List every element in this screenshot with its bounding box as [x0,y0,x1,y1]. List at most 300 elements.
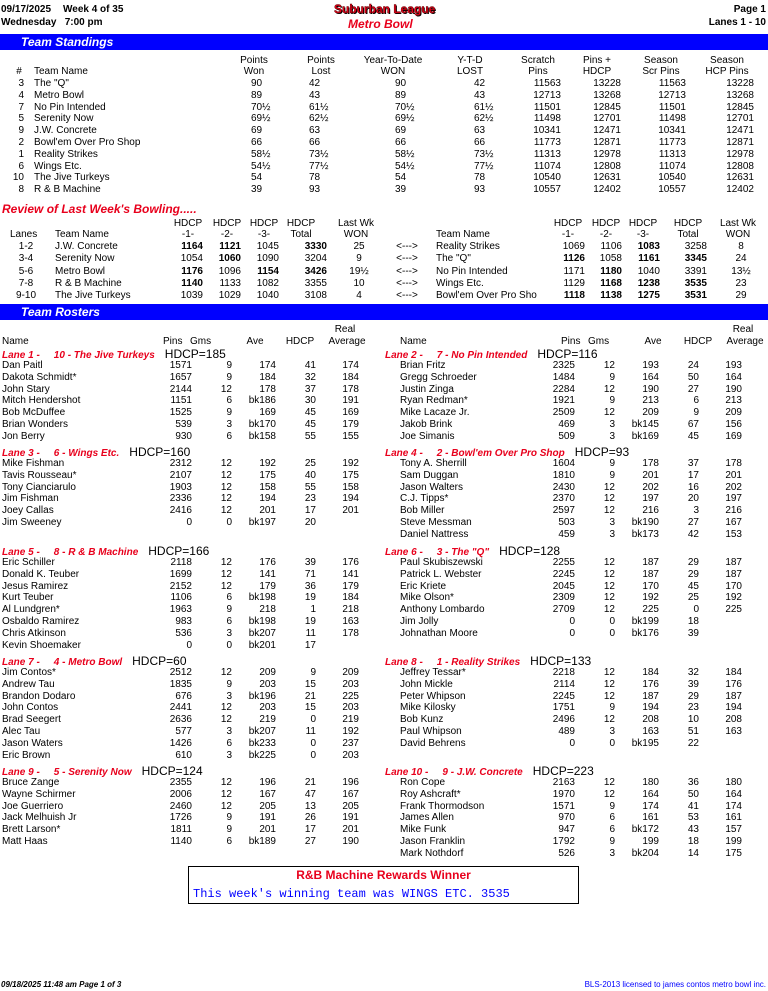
bowler-average: 194 [642,702,659,714]
standings-cell: 12808 [726,160,754,172]
team-hdcp: HDCP=93 [574,445,630,459]
bowler-real-average: 197 [725,493,742,505]
standings-header: HCP Pins [705,66,749,77]
game-score: 1168 [600,277,622,289]
bowler-real-average: 237 [342,737,359,749]
bowler-name: Jim Contos* [2,667,56,678]
roster-header: Ave [246,336,264,347]
game-score: 1238 [637,277,660,289]
team-name: J.W. Concrete [55,241,118,252]
bowler-games: 12 [220,469,232,481]
bowler-real-average: 203 [342,678,359,690]
game-score: 1154 [257,265,279,277]
bowler-average: 197 [642,493,659,505]
bowler-average: 187 [642,557,659,568]
team-name: The "Q" [34,78,69,89]
bowler-average: 174 [259,360,276,371]
bowler-name: David Behrens [400,737,466,749]
bowler-average: 213 [642,395,659,407]
bowler-pins: 2460 [169,800,192,812]
bowler-pins: 2245 [552,690,575,702]
review-header: -2- [599,229,613,240]
bowler-real-average: 178 [342,627,359,639]
standings-header: # [16,66,22,77]
bowler-pins: 1811 [170,824,192,836]
team-hdcp: HDCP=223 [532,764,594,778]
standings-cell: 11313 [533,148,561,160]
bowler-hdcp: 9 [310,667,316,678]
bowler-games: 12 [603,557,615,568]
team-name: R & B Machine [34,184,101,196]
team-name: Bowl'em Over Pro Shop [34,137,141,148]
lane-label: Lane 9 - [2,767,40,778]
game-score: 3108 [304,290,327,302]
bowler-average: 201 [259,824,276,836]
bowler-name: Brian Fritz [400,360,446,371]
bowler-real-average: 208 [725,714,742,726]
bowler-pins: 2509 [552,407,575,419]
lane-label: Lane 3 - [2,448,40,459]
bowler-real-average: 205 [342,800,359,812]
review-header: Total [677,229,699,240]
bowler-name: Jim Jolly [400,616,439,627]
bowler-average: 209 [259,667,276,678]
standings-cell: 13228 [726,78,754,89]
bowler-games: 12 [220,568,232,580]
standings-cell: 12471 [593,125,621,137]
bowler-games: 6 [226,592,232,604]
standings-cell: 66 [474,137,486,148]
bowler-name: Jim Sweeney [2,517,62,528]
game-score: 1180 [600,265,622,277]
standings-cell: 11074 [658,160,686,172]
bowler-real-average: 158 [342,481,359,493]
bowler-pins: 2255 [552,557,575,568]
bowler-hdcp: 0 [310,749,316,761]
won-points: 19½ [349,265,369,277]
standings-cell: 78 [309,172,321,184]
bowler-hdcp: 45 [687,430,699,442]
standings-cell: 12402 [726,184,754,196]
bowler-name: Joe Simanis [400,430,455,442]
bowler-games: 9 [226,604,232,616]
bowler-average: bk195 [631,737,659,749]
standings-cell: 69 [251,125,263,137]
bowler-games: 12 [220,800,232,812]
bowler-name: Chris Atkinson [2,627,66,639]
bowler-hdcp: 15 [304,678,316,690]
bowler-pins: 2416 [169,505,192,517]
lane-label: Lane 6 - [385,547,423,558]
bowler-hdcp: 55 [304,430,316,442]
bowler-real-average: 219 [342,714,359,726]
bowler-games: 12 [603,360,615,371]
bowler-hdcp: 14 [687,847,699,859]
bowler-games: 12 [603,777,615,788]
roster-header: Ave [644,336,662,347]
review-header: Last Wk [719,218,757,229]
roster-header: Gms [588,336,610,347]
bowler-real-average: 201 [342,824,359,836]
standings-cell: 77½ [474,160,494,172]
bowler-name: Joe Guerriero [2,800,64,812]
roster-header: Average [328,336,366,347]
bowler-average: 218 [259,604,276,616]
bowler-pins: 1525 [169,407,192,419]
bowler-games: 12 [603,383,615,395]
game-score: 1133 [219,277,241,289]
bowler-average: bk204 [631,847,659,859]
bowler-pins: 2006 [169,788,192,800]
bowler-pins: 2441 [169,702,192,714]
page-number: Page 1 [733,4,766,15]
bowler-real-average: 192 [725,592,742,604]
bowler-games: 6 [226,836,232,847]
game-score: 1083 [637,241,660,252]
bowler-games: 9 [226,812,232,824]
bowler-pins: 2144 [169,383,192,395]
standings-cell: 10341 [533,125,561,137]
standings-cell: 89 [251,89,263,101]
review-header: HDCP [173,218,203,229]
bowler-real-average: 225 [342,690,359,702]
bowler-real-average: 163 [342,616,359,627]
standings-cell: 93 [309,184,321,196]
bowler-hdcp: 29 [687,690,699,702]
game-score: 1129 [563,277,585,289]
bowler-name: Dakota Schmidt* [2,371,77,383]
team-hdcp: HDCP=133 [530,654,592,668]
versus-arrow: <---> [396,253,418,265]
bowler-hdcp: 11 [305,627,316,639]
bowler-games: 9 [609,702,615,714]
bowler-average: 176 [259,557,276,568]
bowler-pins: 2107 [169,469,192,481]
game-score: 1029 [218,290,241,302]
team-name: J.W. Concrete [34,125,97,137]
bowler-average: 187 [642,568,659,580]
team-name: Metro Bowl [34,89,85,101]
bowler-games: 9 [226,371,232,383]
bowler-real-average: 169 [342,407,359,419]
review-header: Total [290,229,312,240]
lane-label: Lane 10 - [385,767,429,778]
bowler-name: Jim Fishman [2,493,59,505]
bowler-average: 196 [259,777,276,788]
bowler-name: Eric Brown [2,749,51,761]
bowler-real-average: 153 [725,528,742,540]
bowler-name: Brett Larson* [2,824,61,836]
bowler-hdcp: 11 [305,726,316,737]
bowler-games: 12 [603,690,615,702]
bowler-average: bk176 [631,627,659,639]
standings-header: Won [243,66,265,77]
versus-arrow: <---> [396,265,418,277]
standings-header: Pins [528,66,548,77]
bowler-name: Frank Thormodson [400,800,485,812]
bowler-real-average: 225 [725,604,742,616]
game-score: 3531 [684,290,707,302]
bowler-pins: 1835 [169,678,192,690]
bowler-games: 12 [220,777,232,788]
bowler-pins: 1751 [552,702,575,714]
bowler-hdcp: 15 [304,702,316,714]
bowler-real-average: 155 [342,430,359,442]
standings-cell: 7 [18,101,24,113]
bowler-games: 12 [603,493,615,505]
bowler-games: 12 [603,580,615,592]
bowler-hdcp: 17 [304,824,316,836]
team-label: 8 - R & B Machine [53,547,139,558]
standings-cell: 90 [395,78,407,89]
bowler-real-average: 187 [725,557,742,568]
review-header: -1- [561,229,575,240]
bowler-name: Bruce Zange [2,777,60,788]
game-score: 1096 [218,265,241,277]
bowler-games: 6 [609,812,615,824]
bowler-games: 12 [220,493,232,505]
standings-cell: 66 [395,137,407,148]
bowler-average: 194 [259,493,276,505]
team-hdcp: HDCP=185 [164,347,226,361]
roster-header: Pins [561,336,581,347]
bowler-average: bk158 [248,430,276,442]
bowler-real-average: 216 [725,505,742,517]
bowler-real-average: 194 [342,493,359,505]
standings-cell: 11563 [533,78,561,89]
standings-header: Scratch [521,55,555,66]
review-header: HDCP [673,218,703,229]
report-date: 09/17/2025 [1,4,52,15]
standings-header: Team Name [34,66,88,77]
bowler-hdcp: 17 [687,469,699,481]
team-hdcp: HDCP=166 [148,544,210,558]
bowler-average: 192 [642,592,659,604]
game-score: 3535 [684,277,707,289]
standings-header: Pins + [582,55,612,66]
bowler-real-average: 190 [342,836,359,847]
game-score: 1140 [181,277,203,289]
standings-cell: 69½ [251,113,271,125]
game-score: 3391 [684,265,707,277]
bowler-hdcp: 41 [304,360,316,371]
bowler-name: Donald K. Teuber [2,568,80,580]
bowler-name: Ron Cope [400,777,446,788]
game-score: 1121 [219,241,241,252]
bowler-pins: 947 [558,824,575,836]
bowler-average: 164 [642,788,659,800]
roster-header: Real [334,324,356,335]
review-header: Team Name [55,229,109,240]
bowler-real-average: 141 [342,568,359,580]
league-logo: Suburban League [334,2,436,16]
bowler-name: John Stary [2,383,50,395]
team-name: Bowl'em Over Pro Sho [436,290,537,302]
bowler-average: 199 [642,836,659,847]
footer-right: BLS-2013 licensed to james contos metro bowl inc. [584,980,766,989]
bowler-pins: 2597 [552,505,575,517]
game-score: 1118 [563,290,585,302]
bowler-average: 205 [259,800,276,812]
bowler-average: 192 [259,458,276,469]
bowler-hdcp: 18 [687,836,699,847]
game-score: 3355 [304,277,327,289]
bowler-games: 3 [609,430,615,442]
game-score: 1275 [637,290,660,302]
bowler-pins: 1484 [552,371,575,383]
bowler-average: 161 [642,812,659,824]
review-header: HDCP [286,218,316,229]
game-score: 1161 [638,253,660,265]
bowler-pins: 1963 [169,604,192,616]
won-points: 13½ [731,265,751,277]
standings-cell: 43 [474,89,486,101]
game-score: 1039 [180,290,203,302]
bowler-hdcp: 50 [687,371,699,383]
bowler-average: 141 [259,568,276,580]
standings-cell: 11773 [658,137,686,148]
standings-cell: 58½ [251,148,271,160]
bowler-hdcp: 47 [304,788,316,800]
bowler-real-average: 209 [342,667,359,678]
standings-cell: 8 [18,184,24,196]
bowler-pins: 2636 [169,714,192,726]
bowler-real-average: 164 [725,788,742,800]
bowler-name: Patrick L. Webster [400,568,482,580]
bowler-real-average: 175 [725,847,742,859]
bowler-average: 174 [642,800,659,812]
bowler-average: 178 [259,383,276,395]
bowler-games: 9 [609,371,615,383]
bowler-pins: 2284 [552,383,575,395]
bowler-average: 202 [642,481,659,493]
bowler-pins: 0 [569,737,575,749]
bowler-name: Mike Fishman [2,458,65,469]
review-header: HDCP [628,218,658,229]
bowler-games: 9 [226,824,232,836]
standings-cell: 11498 [658,113,686,125]
standings-cell: 89 [395,89,407,101]
bowler-name: Anthony Lombardo [400,604,485,616]
game-score: 1138 [600,290,622,302]
team-name: Serenity Now [55,253,115,265]
bowler-average: 184 [259,371,276,383]
game-score: 3330 [304,241,327,252]
standings-cell: 66 [309,137,321,148]
team-hdcp: HDCP=116 [537,347,598,361]
bowler-real-average: 194 [725,702,742,714]
bowler-real-average: 201 [725,469,742,481]
bowler-name: Andrew Tau [2,678,55,690]
bowler-games: 3 [226,749,232,761]
bowler-real-average: 209 [725,407,742,419]
bowler-pins: 2114 [553,678,575,690]
won-points: 4 [356,290,362,302]
standings-cell: 12402 [593,184,621,196]
bowler-average: bk198 [248,616,276,627]
bowler-hdcp: 32 [687,667,699,678]
bowler-name: Eric Kriete [400,580,447,592]
bowler-hdcp: 19 [304,592,316,604]
bowler-hdcp: 27 [304,836,316,847]
standings-header: Scr Pins [642,66,680,77]
bowler-pins: 2118 [170,557,192,568]
bowler-real-average: 179 [342,419,359,430]
team-name: The Jive Turkeys [34,172,110,184]
bowler-average: 179 [259,580,276,592]
bowler-pins: 0 [186,517,192,528]
bowler-pins: 469 [558,419,575,430]
standings-cell: 12471 [726,125,754,137]
bowler-pins: 2430 [552,481,575,493]
bowler-name: Jesus Ramirez [2,580,69,592]
standings-cell: 12871 [593,137,621,148]
bowler-pins: 1921 [552,395,575,407]
standings-cell: 39 [251,184,263,196]
bowler-hdcp: 26 [304,812,316,824]
bowler-average: 184 [642,667,659,678]
bowler-hdcp: 39 [304,557,316,568]
bowler-hdcp: 24 [687,360,699,371]
team-name: Serenity Now [34,113,94,125]
standings-cell: 13228 [593,78,621,89]
standings-cell: 54 [251,172,263,184]
bowler-real-average: 163 [725,726,742,737]
bowler-name: Steve Messman [400,517,472,528]
bowler-real-average: 180 [725,777,742,788]
bowler-real-average: 174 [725,800,742,812]
bowler-name: Kurt Teuber [2,592,54,604]
bowler-pins: 1726 [169,812,192,824]
standings-cell: 63 [309,125,321,137]
standings-cell: 10557 [533,184,561,196]
standings-cell: 11501 [658,101,686,113]
bowler-average: bk196 [248,690,276,702]
standings-cell: 69½ [395,113,415,125]
game-score: 1069 [562,241,585,252]
review-header: HDCP [591,218,621,229]
bowler-pins: 1571 [169,360,192,371]
team-label: 10 - The Jive Turkeys [53,350,155,361]
bowler-average: 201 [642,469,659,481]
game-score: 3345 [684,253,707,265]
game-score: 3204 [304,253,327,265]
bowler-name: C.J. Tipps* [400,493,449,505]
bowler-average: 167 [259,788,276,800]
roster-header: HDCP [683,336,713,347]
bowler-real-average: 184 [342,371,359,383]
bowler-games: 6 [226,737,232,749]
bowler-hdcp: 22 [687,737,699,749]
bowler-games: 6 [226,395,232,407]
bowler-hdcp: 6 [693,395,699,407]
game-score: 1106 [600,241,622,252]
bowler-hdcp: 45 [687,580,699,592]
standings-cell: 62½ [309,113,329,125]
bowler-pins: 1699 [169,568,192,580]
bowler-pins: 1571 [552,800,575,812]
game-score: 1040 [256,290,279,302]
review-header: HDCP [553,218,583,229]
bowler-name: Jason Franklin [400,836,466,847]
bowler-pins: 1106 [170,592,192,604]
bowler-real-average: 187 [725,568,742,580]
standings-header: Points [240,55,268,66]
bowler-hdcp: 18 [687,616,699,627]
bowler-real-average: 191 [342,395,359,407]
bowler-average: bk199 [631,616,659,627]
standings-cell: 12845 [726,101,754,113]
